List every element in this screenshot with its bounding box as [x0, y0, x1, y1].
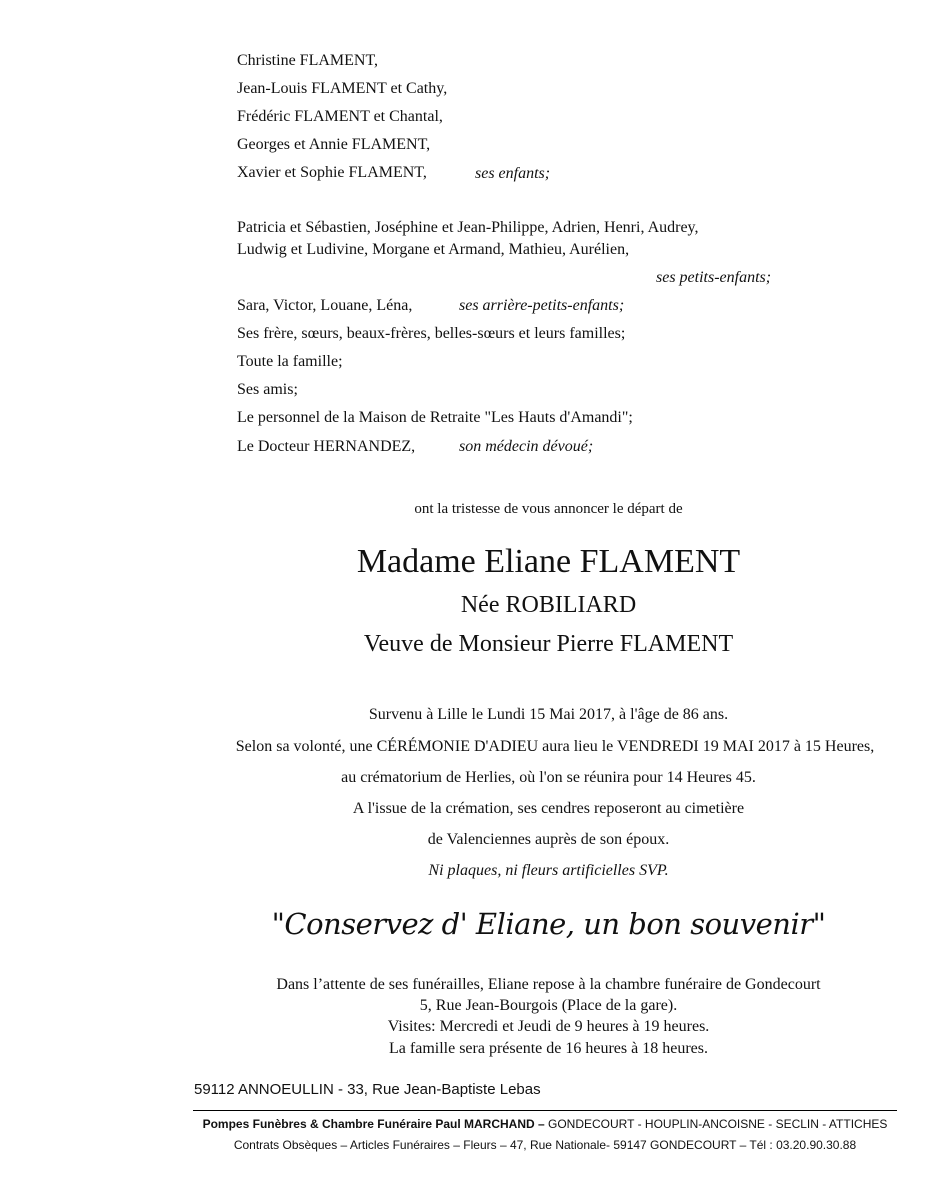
visitation-line-2: 5, Rue Jean-Bourgois (Place de la gare). — [419, 997, 678, 1014]
visitation-line-4: La famille sera présente de 16 heures à 18 heures. — [389, 1040, 708, 1057]
grandchildren-line-1: Patricia et Sébastien, Joséphine et Jean-Philippe, Adrien, Henri, Audrey, — [237, 219, 699, 236]
announcement-intro: ont la tristesse de vous annoncer le départ de — [414, 501, 683, 517]
details-line-3: au crématorium de Herlies, où l'on se réunira pour 14 Heures 45. — [341, 769, 756, 786]
great-grandchildren: Sara, Victor, Louane, Léna, — [237, 297, 413, 314]
deceased-name: Madame Eliane FLAMENT — [356, 543, 741, 580]
visitation-line-1: Dans l’attente de ses funérailles, Eliane repose à la chambre funéraire de Gondecourt — [276, 976, 821, 993]
footer-divider — [193, 1110, 897, 1111]
doctor-line: Le Docteur HERNANDEZ, — [237, 438, 416, 455]
widow-of: Veuve de Monsieur Pierre FLAMENT — [363, 631, 734, 657]
siblings-line: Ses frère, sœurs, beaux-frères, belles-sœurs et leurs familles; — [237, 325, 626, 342]
child-line-3: Frédéric FLAMENT et Chantal, — [237, 108, 443, 125]
details-line-4: A l'issue de la crémation, ses cendres reposeront au cimetière — [352, 800, 745, 817]
grandchildren-line-2: Ludwig et Ludivine, Morgane et Armand, Mathieu, Aurélien, — [237, 241, 630, 258]
visitation-line-3: Visites: Mercredi et Jeudi de 9 heures à 19 heures. — [387, 1018, 710, 1035]
footer-company-line — [193, 1117, 897, 1131]
address-line: 59112 ANNOEULLIN - 33, Rue Jean-Baptiste Lebas — [194, 1081, 541, 1098]
staff-line: Le personnel de la Maison de Retraite "Les Hauts d'Amandi"; — [237, 409, 633, 426]
child-line-2: Jean-Louis FLAMENT et Cathy, — [237, 80, 448, 97]
family-line: Toute la famille; — [237, 353, 343, 370]
company-towns: GONDECOURT - HOUPLIN-ANCOISNE - SECLIN - ATTICHES — [544, 1117, 888, 1131]
footer-services-line: Contrats Obsèques – Articles Funéraires – Fleurs – 47, Rue Nationale- 59147 GONDECOURT – Tél : 03.20.90.30.88 — [233, 1138, 857, 1152]
details-line-5: de Valenciennes auprès de son époux. — [427, 831, 670, 848]
child-line-5: Xavier et Sophie FLAMENT, — [237, 164, 427, 181]
memorial-quote: "Conservez d' Eliane, un bon souvenir" — [271, 907, 826, 941]
maiden-name: Née ROBILIARD — [460, 592, 637, 618]
child-line-1: Christine FLAMENT, — [237, 52, 379, 69]
details-line-1: Survenu à Lille le Lundi 15 Mai 2017, à l'âge de 86 ans. — [368, 706, 729, 723]
details-line-2: Selon sa volonté, une CÉRÉMONIE D'ADIEU aura lieu le VENDREDI 19 MAI 2017 à 15 Heures, — [235, 738, 875, 755]
friends-line: Ses amis; — [237, 381, 298, 398]
great-grandchildren-role: ses arrière-petits-enfants; — [459, 297, 625, 314]
doctor-role: son médecin dévoué; — [459, 438, 594, 455]
company-name: Pompes Funèbres & Chambre Funéraire Paul MARCHAND – — [202, 1117, 545, 1131]
grandchildren-role: ses petits-enfants; — [656, 269, 772, 286]
children-role: ses enfants; — [475, 165, 551, 182]
child-line-4: Georges et Annie FLAMENT, — [237, 136, 431, 153]
details-line-6: Ni plaques, ni fleurs artificielles SVP. — [428, 862, 669, 879]
